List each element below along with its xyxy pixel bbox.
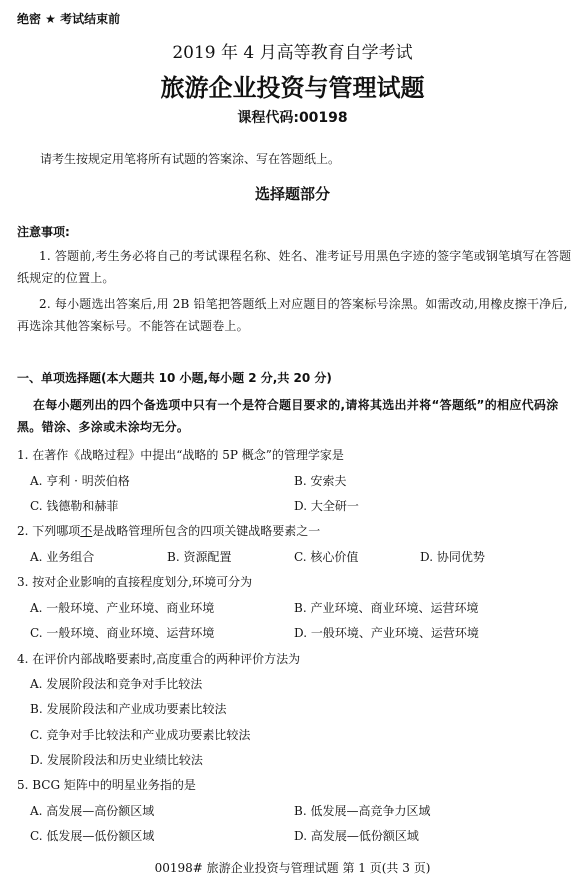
note-item-2: 2. 每小题选出答案后,用 2B 铅笔把答题纸上对应题目的答案标号涂黑。如需改动,用橡皮擦干净后,再选涂其他答案标号。不能答在试题卷上。 [17,297,568,333]
option-a: A. 发展阶段法和竞争对手比较法 [30,677,203,691]
option-a: A. 业务组合 [30,550,95,564]
option-b: B. 资源配置 [167,550,232,564]
option-b: B. 产业环境、商业环境、运营环境 [294,601,479,615]
underlined-word: 不 [80,524,93,538]
option-d: D. 协同优势 [420,550,485,564]
question-stem: 5. BCG 矩阵中的明星业务指的是 [17,778,196,792]
option-d: D. 发展阶段法和历史业绩比较法 [30,753,203,767]
option-d: D. 高发展—低份额区域 [294,829,419,843]
stem-text: 2. 下列哪项 [17,524,81,538]
option-c: C. 一般环境、商业环境、运营环境 [30,626,215,640]
option-a: A. 高发展—高份额区域 [30,804,155,818]
option-c: C. 钱德勒和赫菲 [30,499,119,513]
section-title: 选择题部分 [254,185,330,203]
option-a: A. 一般环境、产业环境、商业环境 [30,601,215,615]
option-c: C. 竞争对手比较法和产业成功要素比较法 [30,728,251,742]
course-code: 课程代码:00198 [237,110,348,126]
part-instruction: 在每小题列出的四个备选项中只有一个是符合题目要求的,请将其选出并将“答题纸”的相应代码涂黑。错涂、多涂或未涂均无分。 [17,398,559,434]
answer-instruction: 请考生按规定用笔将所有试题的答案涂、写在答题纸上。 [40,152,341,166]
option-b: B. 安索夫 [294,474,347,488]
note-item-1: 1. 答题前,考生务必将自己的考试课程名称、姓名、准考证号用黑色字迹的签字笔或钢笔填写在答题纸规定的位置上。 [17,249,572,285]
notes-heading: 注意事项: [17,225,70,239]
option-b: B. 低发展—高竞争力区域 [294,804,431,818]
paper-title: 旅游企业投资与管理试题 [160,74,425,102]
option-c: C. 低发展—低份额区域 [30,829,155,843]
page-footer: 00198# 旅游企业投资与管理试题 第 1 页(共 3 页) [154,861,431,875]
option-a: A. 亨利 · 明茨伯格 [30,474,130,488]
exam-title: 2019 年 4 月高等教育自学考试 [172,43,413,63]
option-b: B. 发展阶段法和产业成功要素比较法 [30,702,227,716]
stem-text: 是战略管理所包含的四项关键战略要素之一 [92,524,321,538]
part-heading: 一、单项选择题(本大题共 10 小题,每小题 2 分,共 20 分) [17,371,332,385]
question-stem: 3. 按对企业影响的直接程度划分,环境可分为 [17,575,253,589]
question-stem [17,522,320,539]
option-c: C. 核心价值 [294,550,359,564]
option-d: D. 一般环境、产业环境、运营环境 [294,626,479,640]
question-stem: 1. 在著作《战略过程》中提出“战略的 5P 概念”的管理学家是 [17,448,344,462]
question-stem: 4. 在评价内部战略要素时,高度重合的两种评价方法为 [17,652,301,666]
option-d: D. 大全研一 [294,499,359,513]
confidential-label: 绝密 ★ 考试结束前 [17,12,121,26]
